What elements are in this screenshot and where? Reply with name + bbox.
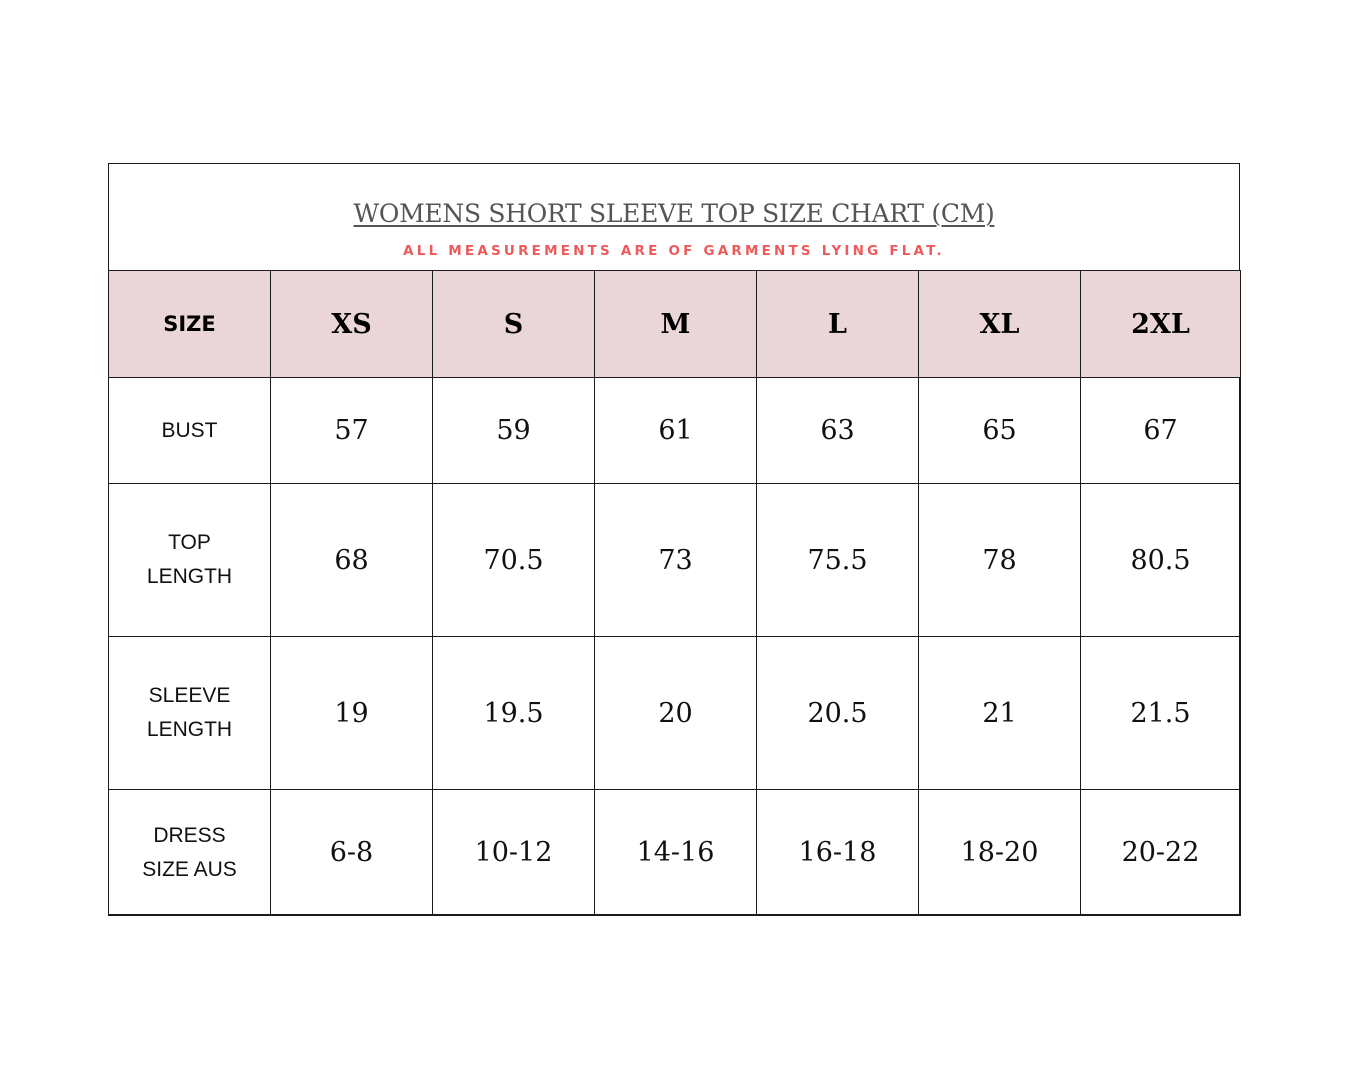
row-label-cell [109,484,271,637]
chart-subtitle: ALL MEASUREMENTS ARE OF GARMENTS LYING FLAT. [403,243,945,259]
chart-title: WOMENS SHORT SLEEVE TOP SIZE CHART (CM) [353,199,995,228]
size-table [108,270,1241,916]
row-label-cell [109,790,271,916]
value-cell: 68 [271,484,433,637]
header-cell-size: S [433,271,595,378]
size-chart-frame [108,163,1240,915]
header-cell-size: L [757,271,919,378]
value-cell: 20.5 [757,637,919,790]
row-label-line: TOP [168,531,211,554]
value-cell: 78 [919,484,1081,637]
value-cell: 20-22 [1081,790,1241,916]
header-cell-size: XS [271,271,433,378]
value-cell: 10-12 [433,790,595,916]
value-cell: 67 [1081,378,1241,484]
row-label-line: SLEEVE [148,684,231,707]
value-cell: 20 [595,637,757,790]
value-cell: 21 [919,637,1081,790]
value-cell: 6-8 [271,790,433,916]
value-cell: 73 [595,484,757,637]
value-cell: 75.5 [757,484,919,637]
table-row-dress-size [109,790,1241,916]
title-block [109,164,1239,271]
row-label-cell [109,637,271,790]
header-cell-size: 2XL [1081,271,1241,378]
value-cell: 80.5 [1081,484,1241,637]
header-cell-size: XL [919,271,1081,378]
value-cell: 18-20 [919,790,1081,916]
row-label-line: LENGTH [146,565,233,588]
table-row-sleeve-length [109,637,1241,790]
row-label-line: SIZE AUS [142,857,237,881]
header-cell-size-label: SIZE [109,271,271,378]
value-cell: 65 [919,378,1081,484]
value-cell: 70.5 [433,484,595,637]
row-label-line: BUST [161,418,218,442]
value-cell: 57 [271,378,433,484]
value-cell: 63 [757,378,919,484]
table-header-row [109,271,1241,378]
row-label-line: LENGTH [146,718,233,741]
row-label-line: DRESS [153,823,226,847]
value-cell: 59 [433,378,595,484]
header-cell-size: M [595,271,757,378]
value-cell: 19.5 [433,637,595,790]
value-cell: 61 [595,378,757,484]
value-cell: 16-18 [757,790,919,916]
table-row-bust [109,378,1241,484]
value-cell: 19 [271,637,433,790]
table-row-top-length [109,484,1241,637]
value-cell: 21.5 [1081,637,1241,790]
row-label-cell [109,378,271,484]
value-cell: 14-16 [595,790,757,916]
